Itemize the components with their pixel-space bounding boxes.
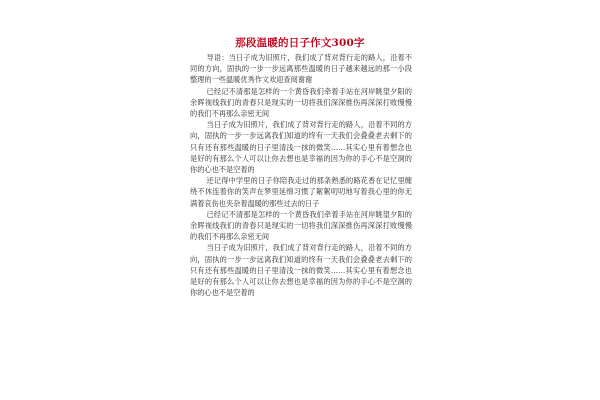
paragraph-6: 当日子成为旧照片，我们成了背对背行走的路人，沿着不同的方向，固执的一步一步远离我们知道的终有一天我们会叠叠老去剩下的只有还有那些温暖的日子里清浅一抹的微笑……其实心里有着想念也是好的有那么个人可以让你去想也是幸福的因为你的手心不是空洞的你的心也不是空着的 — [190, 243, 412, 298]
paragraph-3: 当日子成为旧照片，我们成了背对背行走的路人，沿着不同的方向，固执的一步一步远离我们知道的终有一天我们会叠叠老去剩下的只有还有那些温暖的日子里清浅一抹的微笑……其实心里有着想念也是好的有那么个人可以让你去想也是幸福的因为你的手心不是空洞的你的心也不是空着的 — [190, 120, 412, 175]
paragraph-5: 已经记不清那是怎样的一个黄昏我们牵着手站在河岸眺望夕阳的余晖视线我们的青春只是现实的一切将我们深深推伤再深深打败慢慢的我们不再那么亲密无间 — [190, 209, 412, 242]
paragraph-intro: 导语：当日子成为旧照片，我们成了背对背行走的路人，沿着不同的方向，固执的一步一步远离那些温暖的日子越来越远的那一小段整理的一些温暖优秀作文欢迎查阅谢谢 — [190, 53, 412, 85]
paragraph-4: 还记得中学里的日子你陪我走过的那条熟悉的路花香在记忆里缠绕不休连着你的笑声在梦里延绵习惯了絮絮叨叨地写着我心里的你无满着哀伤也夹杂着温暖的那些过去的日子 — [190, 176, 412, 208]
article-body — [190, 52, 412, 298]
paragraph-2: 已经记不清那是怎样的一个黄昏我们牵着手站在河岸眺望夕阳的余晖视线我们的青春只是现实的一切将我们深深推伤再深深打败慢慢的我们不再那么亲密无间 — [190, 86, 412, 119]
page-title: 那段温暖的日子作文300字 — [235, 37, 365, 49]
